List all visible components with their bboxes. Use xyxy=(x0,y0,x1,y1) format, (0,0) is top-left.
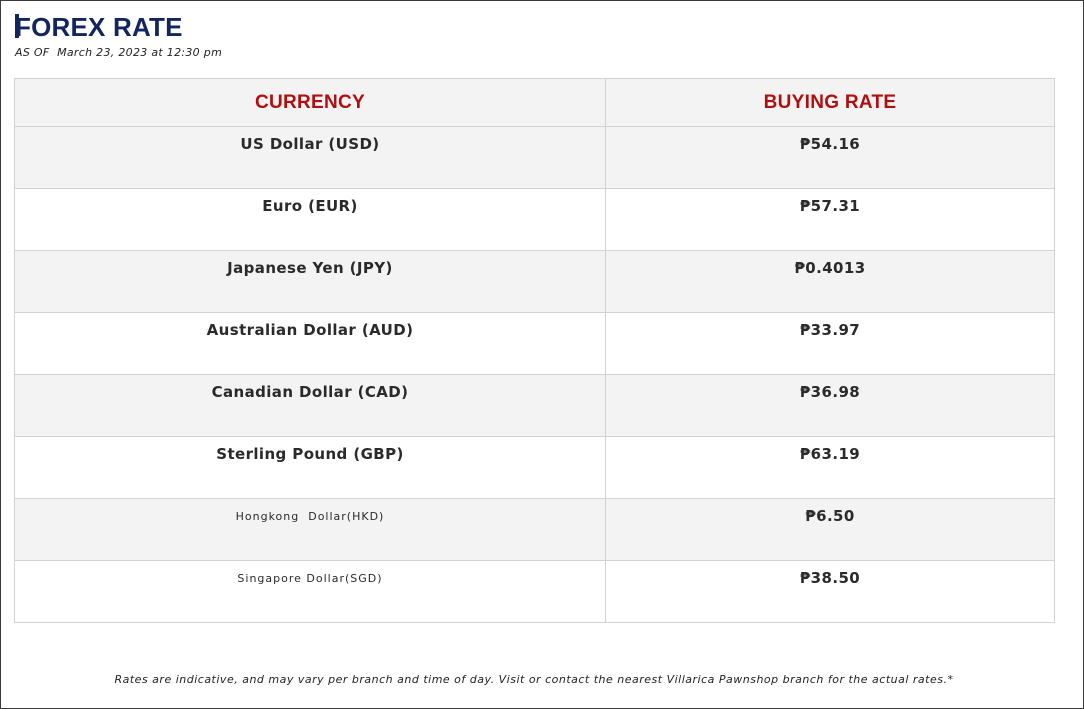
currency-cell: Hongkong Dollar(HKD) xyxy=(15,499,606,561)
table-row xyxy=(15,499,1055,561)
rate-cell: ₱6.50 xyxy=(606,499,1055,561)
rate-cell: ₱36.98 xyxy=(606,375,1055,437)
currency-cell: Australian Dollar (AUD) xyxy=(15,313,606,375)
disclaimer-footnote: Rates are indicative, and may vary per branch and time of day. Visit or contact the nearest Villarica Pawnshop branch for the actual rates.* xyxy=(114,673,954,686)
table-row xyxy=(15,375,1055,437)
currency-cell: Sterling Pound (GBP) xyxy=(15,437,606,499)
table-header-row xyxy=(15,79,1055,127)
currency-cell: US Dollar (USD) xyxy=(15,127,606,189)
rate-cell: ₱63.19 xyxy=(606,437,1055,499)
table-row xyxy=(15,437,1055,499)
rate-cell: ₱33.97 xyxy=(606,313,1055,375)
rate-cell: ₱0.4013 xyxy=(606,251,1055,313)
as-of-timestamp: AS OF March 23, 2023 at 12:30 pm xyxy=(15,46,223,59)
table-row xyxy=(15,251,1055,313)
column-header-buying-rate: BUYING RATE xyxy=(606,79,1055,127)
page-title: FOREX RATE xyxy=(15,11,183,42)
rate-cell: ₱54.16 xyxy=(606,127,1055,189)
currency-cell: Euro (EUR) xyxy=(15,189,606,251)
currency-cell: Japanese Yen (JPY) xyxy=(15,251,606,313)
table-row xyxy=(15,127,1055,189)
currency-cell: Canadian Dollar (CAD) xyxy=(15,375,606,437)
currency-cell: Singapore Dollar(SGD) xyxy=(15,561,606,623)
rate-cell: ₱38.50 xyxy=(606,561,1055,623)
table-row xyxy=(15,313,1055,375)
table-row xyxy=(15,561,1055,623)
table-row xyxy=(15,189,1055,251)
column-header-currency: CURRENCY xyxy=(15,79,606,127)
forex-rate-table xyxy=(14,78,1055,623)
title-area xyxy=(15,11,183,43)
rate-cell: ₱57.31 xyxy=(606,189,1055,251)
